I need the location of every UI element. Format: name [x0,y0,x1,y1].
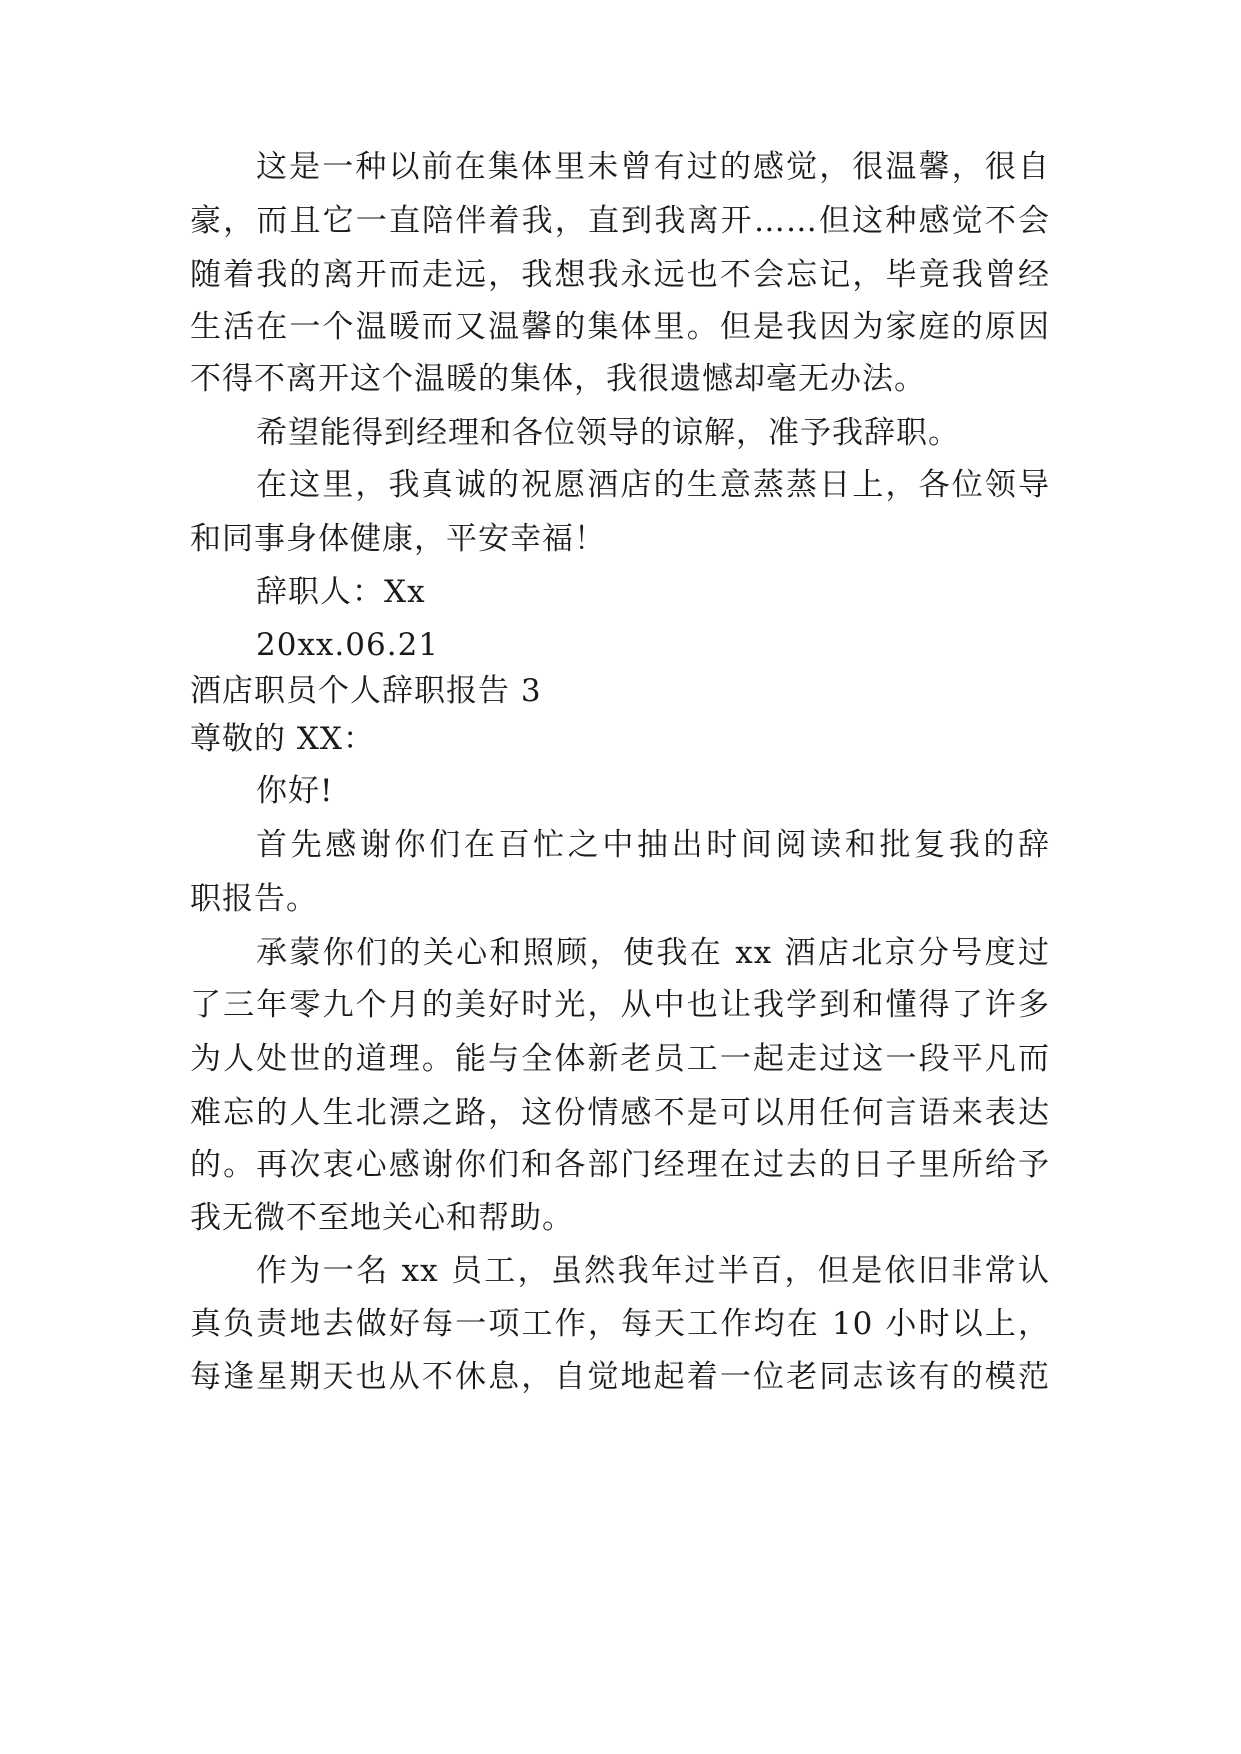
text-line: 为人处世的道理。能与全体新老员工一起走过这一段平凡而 [190,1041,1050,1077]
text-line: 了三年零九个月的美好时光，从中也让我学到和懂得了许多 [190,987,1050,1023]
text-line: 的。再次衷心感谢你们和各部门经理在过去的日子里所给予 [190,1147,1050,1183]
greeting: 你好! [256,773,334,809]
text-line: 这是一种以前在集体里未曾有过的感觉，很温馨，很自 [256,149,1050,185]
text-line: 随着我的离开而走远，我想我永远也不会忘记，毕竟我曾经 [190,257,1050,293]
text-line: 我无微不至地关心和帮助。 [190,1200,574,1236]
text-line: 职报告。 [190,881,318,917]
text-line: 难忘的人生北漂之路，这份情感不是可以用任何言语来表达 [190,1095,1050,1131]
date-line: 20xx.06.21 [256,627,440,663]
text-line: 每逢星期天也从不休息，自觉地起着一位老同志该有的模范 [190,1359,1050,1395]
text-line: 在这里，我真诚的祝愿酒店的生意蒸蒸日上，各位领导 [256,467,1050,503]
text-line: 和同事身体健康，平安幸福！ [190,521,606,557]
text-line: 生活在一个温暖而又温馨的集体里。但是我因为家庭的原因 [190,309,1050,345]
text-line: 希望能得到经理和各位领导的谅解，准予我辞职。 [256,415,960,451]
text-line: 作为一名 xx 员工，虽然我年过半百，但是依旧非常认 [256,1253,1050,1289]
text-line: 首先感谢你们在百忙之中抽出时间阅读和批复我的辞 [256,827,1050,863]
text-line: 承蒙你们的关心和照顾，使我在 xx 酒店北京分号度过 [256,935,1050,971]
text-line: 不得不离开这个温暖的集体，我很遗憾却毫无办法。 [190,361,926,397]
salutation: 尊敬的 XX： [190,721,375,757]
text-line: 豪，而且它一直陪伴着我，直到我离开……但这种感觉不会 [190,203,1050,239]
signature-line: 辞职人：Xx [256,574,426,610]
section-title: 酒店职员个人辞职报告 3 [190,673,542,709]
text-line: 真负责地去做好每一项工作，每天工作均在 10 小时以上， [190,1306,1050,1342]
